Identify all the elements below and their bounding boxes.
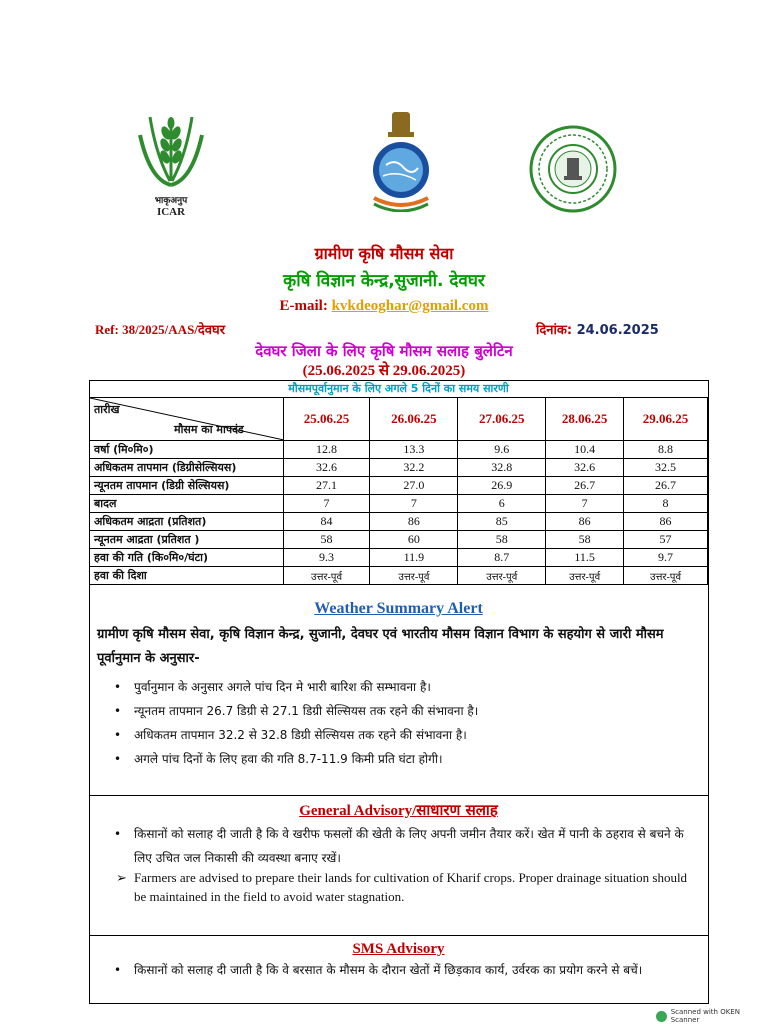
- table-cell: 10.4: [546, 441, 624, 459]
- bullet-text: अधिकतम तापमान 32.2 से 32.8 डिग्री सेल्सियस तक रहने की संभावना है।: [134, 728, 467, 742]
- bullet-text: किसानों को सलाह दी जाती है कि वे बरसात के मौसम के दौरान खेतों में छिड़काव कार्य, उर्वरक का प्रयोग करने से बचें।: [134, 963, 643, 977]
- table-row: [90, 459, 708, 477]
- sms-bullets: [112, 958, 702, 982]
- wheat-emblem-icon: [130, 105, 212, 187]
- list-item: [112, 699, 702, 723]
- table-cell: 8.8: [624, 441, 708, 459]
- scanner-logo-icon: [656, 1011, 667, 1022]
- table-row: [90, 477, 708, 495]
- state-seal-logo: [528, 124, 618, 214]
- table-cell: 32.2: [370, 459, 458, 477]
- bulletin-title: देवघर जिला के लिए कृषि मौसम सलाह बुलेटिन: [255, 342, 513, 360]
- summary-bullets: [112, 675, 702, 771]
- date-value: 24.06.2025: [576, 323, 659, 338]
- summary-intro: ग्रामीण कृषि मौसम सेवा, कृषि विज्ञान केन्द्र, सुजानी, देवघर एवं भारतीय मौसम विज्ञान विभाग के सहयोग से जारी मौसम पूर्वानुमान के अनुसार-: [97, 627, 664, 666]
- issue-date: [536, 320, 659, 338]
- bullet-text: न्यूनतम तापमान 26.7 डिग्री से 27.1 डिग्री सेल्सियस तक रहने की संभावना है।: [134, 704, 479, 718]
- forecast-table: [89, 397, 708, 585]
- email-label: E-mail:: [279, 298, 328, 314]
- table-cell: 27.0: [370, 477, 458, 495]
- email-line: [0, 298, 768, 315]
- table-cell: उत्तर-पूर्व: [283, 567, 370, 585]
- table-cell: 58: [546, 531, 624, 549]
- table-row: [90, 567, 708, 585]
- table-cell: 32.5: [624, 459, 708, 477]
- table-cell: 32.6: [546, 459, 624, 477]
- scanner-note: Scanned with OKEN Scanner: [670, 1008, 740, 1024]
- bullet-icon: •: [114, 704, 122, 718]
- table-cell: 84: [283, 513, 370, 531]
- table-cell: 86: [624, 513, 708, 531]
- table-cell: 32.6: [283, 459, 370, 477]
- row-label: न्यूनतम तापमान (डिग्री सेल्सियस): [90, 477, 284, 495]
- table-cell: 13.3: [370, 441, 458, 459]
- date-header: 29.06.25: [624, 398, 708, 441]
- table-cell: 12.8: [283, 441, 370, 459]
- bulletin-date-range: (25.06.2025 से 29.06.2025): [302, 363, 466, 379]
- table-cell: 9.3: [283, 549, 370, 567]
- table-cell: 27.1: [283, 477, 370, 495]
- table-cell: 58: [283, 531, 370, 549]
- bullet-icon: •: [114, 680, 122, 694]
- table-cell: 60: [370, 531, 458, 549]
- table-cell: 9.7: [624, 549, 708, 567]
- forecast-caption: मौसमपूर्वानुमान के लिए अगले 5 दिनों का समय सारणी: [288, 382, 509, 395]
- table-cell: 8.7: [458, 549, 546, 567]
- corner-top-label: तारीख: [94, 403, 120, 416]
- general-bullets: [112, 822, 702, 870]
- table-cell: उत्तर-पूर्व: [458, 567, 546, 585]
- list-item: [112, 822, 702, 870]
- bullet-icon: •: [114, 827, 122, 841]
- table-cell: उत्तर-पूर्व: [546, 567, 624, 585]
- general-heading-hi: साधारण सलाह: [416, 801, 498, 819]
- table-row: [90, 495, 708, 513]
- bullet-text: किसानों को सलाह दी जाती है कि वे खरीफ फसलों की खेती के लिए अपनी जमीन तैयार करें। खेत में पानी के ठहराव से बचने के लिए उचित जल निकासी की व्यवस्था बनाए रखें।: [134, 827, 684, 865]
- table-cell: 8: [624, 495, 708, 513]
- general-heading-en: General Advisory/: [299, 803, 417, 819]
- row-label: अधिकतम आद्रता (प्रतिशत): [90, 513, 284, 531]
- table-cell: 7: [283, 495, 370, 513]
- list-item: [112, 747, 702, 771]
- english-advice-text: Farmers are advised to prepare their lands for cultivation of Kharif crops. Proper drainage situation should be maintained in the field to avoid water stagnation.: [134, 870, 688, 904]
- icar-logo-text: ICAR: [156, 206, 186, 218]
- table-cell: 57: [624, 531, 708, 549]
- row-label: बादल: [90, 495, 284, 513]
- sms-heading: SMS Advisory: [352, 941, 445, 957]
- table-cell: 26.9: [458, 477, 546, 495]
- summary-heading: Weather Summary Alert: [314, 600, 483, 617]
- list-item: [112, 675, 702, 699]
- date-header: 25.06.25: [283, 398, 370, 441]
- date-label: दिनांक:: [536, 323, 573, 338]
- seal-icon: [528, 124, 618, 214]
- corner-bottom-label: मौसम का मापदंड: [174, 423, 244, 436]
- general-advisory-heading: [89, 800, 708, 820]
- table-header-row: [90, 398, 708, 441]
- table-cell: 58: [458, 531, 546, 549]
- scanner-watermark: [656, 1008, 768, 1024]
- table-cell: 26.7: [546, 477, 624, 495]
- section-divider: [89, 935, 708, 936]
- row-label: अधिकतम तापमान (डिग्रीसेल्सियस): [90, 459, 284, 477]
- table-row: [90, 531, 708, 549]
- table-cell: उत्तर-पूर्व: [370, 567, 458, 585]
- bullet-icon: •: [114, 728, 122, 742]
- org-line-2: कृषि विज्ञान केन्द्र,सुजानी. देवघर: [283, 271, 485, 291]
- table-corner-cell: [90, 398, 284, 441]
- imd-emblem-logo: [368, 110, 434, 212]
- row-label: हवा की दिशा: [90, 567, 284, 585]
- table-cell: उत्तर-पूर्व: [624, 567, 708, 585]
- ref-number: Ref: 38/2025/AAS/देवघर: [95, 322, 226, 337]
- table-cell: 9.6: [458, 441, 546, 459]
- table-cell: 11.9: [370, 549, 458, 567]
- table-cell: 86: [546, 513, 624, 531]
- list-item: [112, 723, 702, 747]
- table-cell: 11.5: [546, 549, 624, 567]
- table-cell: 85: [458, 513, 546, 531]
- general-english-advice: [112, 868, 702, 906]
- table-cell: 32.8: [458, 459, 546, 477]
- arrow-icon: ➢: [116, 870, 127, 885]
- bullet-text: पुर्वानुमान के अनुसार अगले पांच दिन मे भारी बारिश की सम्भावना है।: [134, 680, 431, 694]
- table-row: [90, 441, 708, 459]
- bullet-icon: •: [114, 752, 122, 766]
- row-label: वर्षा (मि०मि०): [90, 441, 284, 459]
- row-label: हवा की गति (कि०मि०/घंटा): [90, 549, 284, 567]
- table-cell: 26.7: [624, 477, 708, 495]
- bullet-icon: •: [114, 963, 122, 977]
- date-header: 27.06.25: [458, 398, 546, 441]
- table-cell: 7: [546, 495, 624, 513]
- section-divider: [89, 795, 708, 796]
- list-item: [112, 958, 702, 982]
- bullet-text: अगले पांच दिनों के लिए हवा की गति 8.7-11.9 किमी प्रति घंटा होगी।: [134, 752, 443, 766]
- icar-logo-hindi: भाकृअनुप: [154, 196, 188, 206]
- table-cell: 86: [370, 513, 458, 531]
- table-row: [90, 513, 708, 531]
- icar-logo: [130, 105, 212, 218]
- org-line-1: ग्रामीण कृषि मौसम सेवा: [314, 244, 454, 263]
- table-row: [90, 549, 708, 567]
- table-cell: 7: [370, 495, 458, 513]
- table-cell: 6: [458, 495, 546, 513]
- date-header: 28.06.25: [546, 398, 624, 441]
- row-label: न्यूनतम आद्रता (प्रतिशत ): [90, 531, 284, 549]
- sms-advisory-heading: [89, 938, 708, 958]
- date-header: 26.06.25: [370, 398, 458, 441]
- email-link[interactable]: kvkdeoghar@gmail.com: [331, 298, 489, 314]
- imd-emblem-icon: [368, 110, 434, 212]
